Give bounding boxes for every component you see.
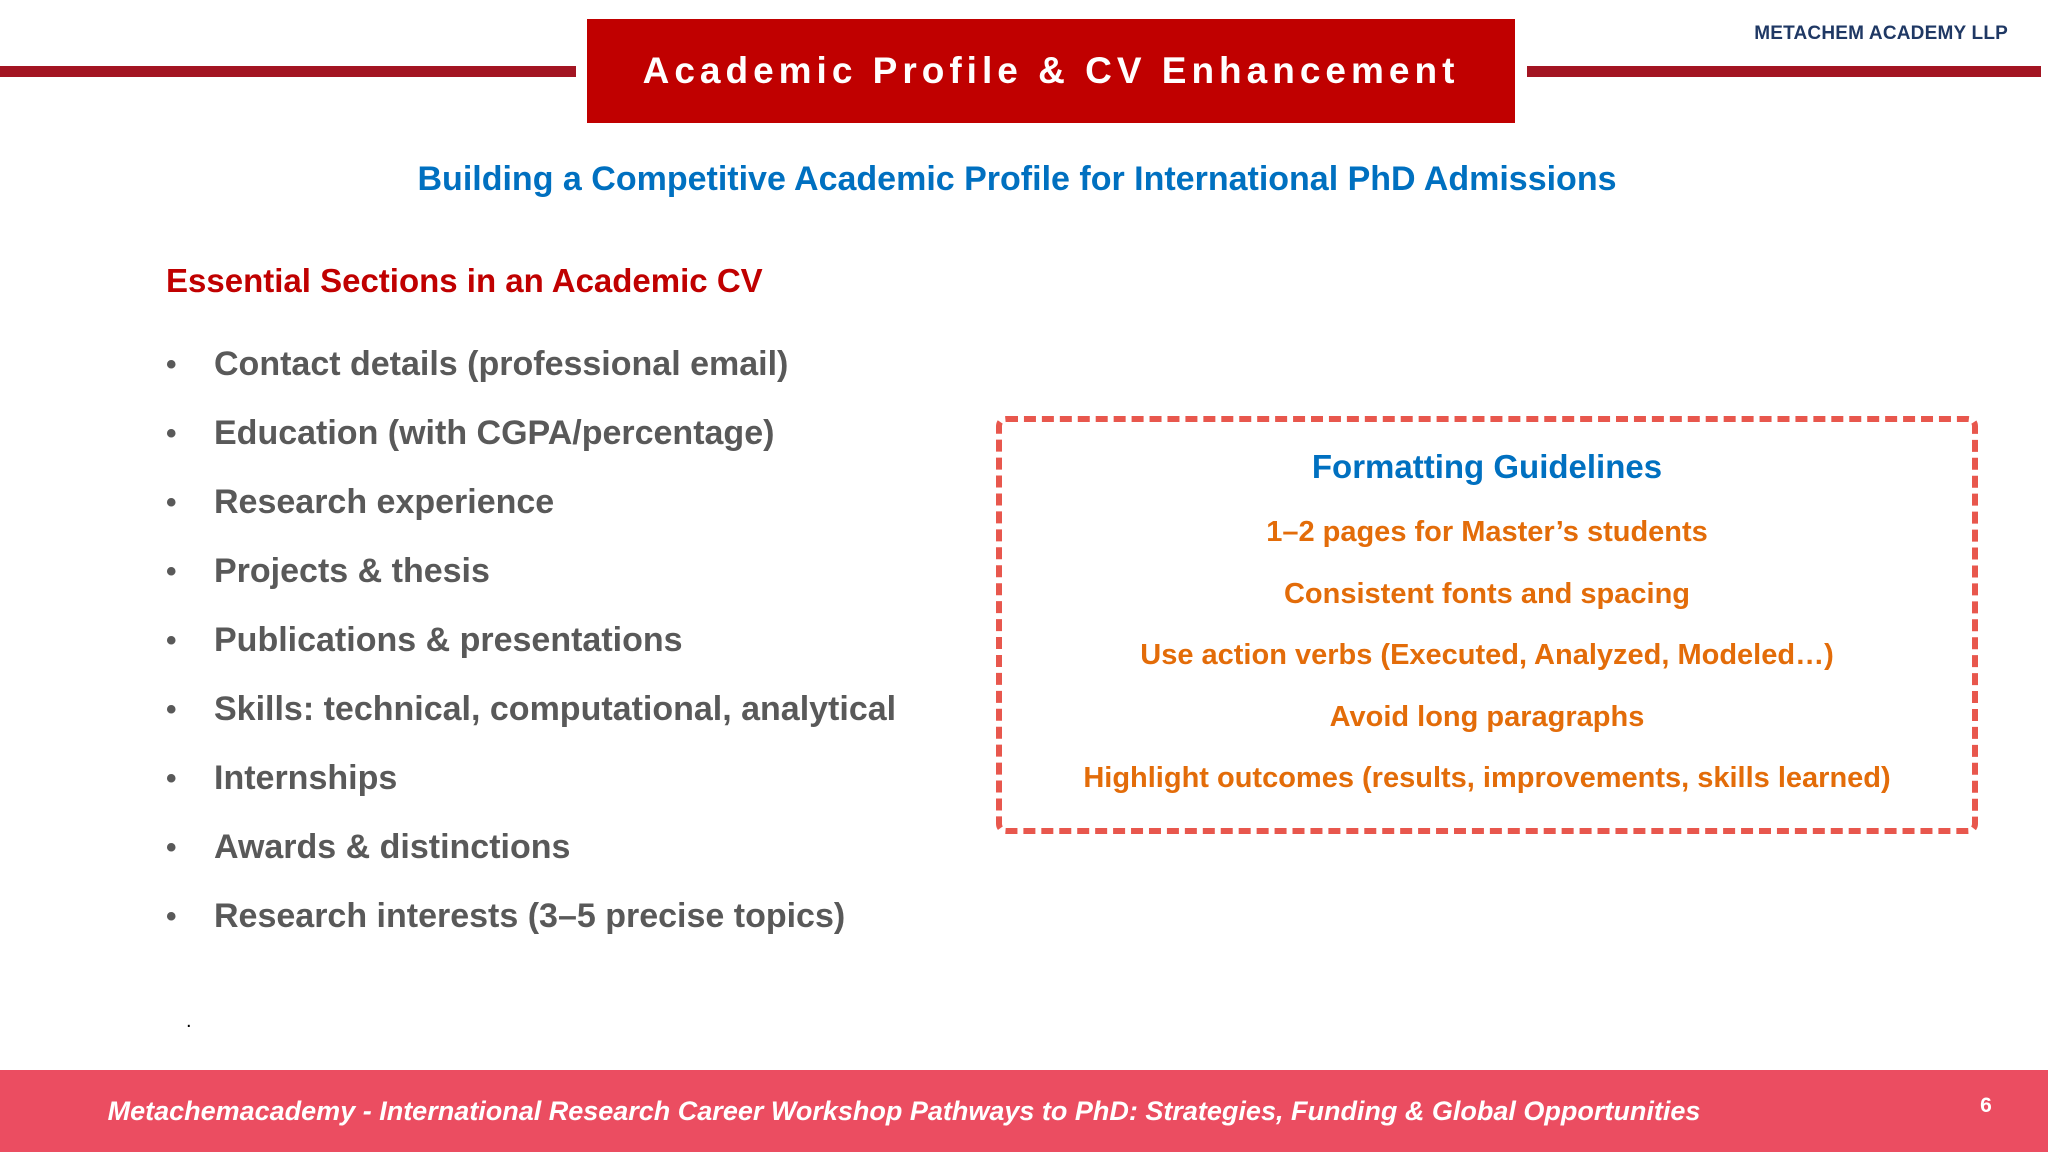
bullet-icon: •: [166, 761, 177, 795]
page-number: 6: [1980, 1094, 1992, 1117]
cv-sections-list: [166, 330, 896, 951]
guideline-item: 1–2 pages for Master’s students: [1266, 516, 1708, 548]
header-rule-right: [1527, 66, 2041, 77]
bullet-icon: •: [166, 899, 177, 933]
list-item-text: Research experience: [214, 483, 555, 521]
bullet-icon: •: [166, 692, 177, 726]
list-item: [166, 330, 896, 399]
list-item: [166, 606, 896, 675]
bullet-icon: •: [166, 830, 177, 864]
list-item: [166, 399, 896, 468]
bullet-icon: •: [166, 623, 177, 657]
stray-mark: .: [186, 1010, 192, 1032]
list-item: [166, 537, 896, 606]
guideline-item: Highlight outcomes (results, improvements, skills learned): [1083, 762, 1891, 794]
slide-subtitle: Building a Competitive Academic Profile for International PhD Admissions: [417, 160, 1617, 198]
slide-title: Academic Profile & CV Enhancement: [642, 50, 1460, 91]
header-rule-left: [0, 66, 576, 77]
list-item-text: Projects & thesis: [214, 552, 490, 590]
formatting-guidelines-box: [996, 416, 1978, 834]
bullet-icon: •: [166, 485, 177, 519]
brand-name: METACHEM ACADEMY LLP: [1754, 23, 2008, 44]
list-item: [166, 882, 896, 951]
bullet-icon: •: [166, 347, 177, 381]
formatting-guidelines-title: Formatting Guidelines: [1311, 448, 1663, 485]
title-banner: [587, 19, 1515, 123]
guideline-item: Use action verbs (Executed, Analyzed, Modeled…): [1140, 639, 1834, 671]
list-item-text: Publications & presentations: [214, 621, 683, 659]
list-item: [166, 744, 896, 813]
list-item: [166, 675, 896, 744]
list-item-text: Contact details (professional email): [214, 345, 789, 383]
list-item-text: Awards & distinctions: [214, 828, 571, 866]
footer-text: Metachemacademy - International Research Career Workshop Pathways to PhD: Strategies, Funding & Global Opportunities: [107, 1095, 1701, 1126]
bullet-icon: •: [166, 554, 177, 588]
cv-sections-heading: Essential Sections in an Academic CV: [166, 262, 763, 299]
footer-bar: [0, 1070, 2048, 1152]
list-item-text: Research interests (3–5 precise topics): [214, 897, 846, 935]
list-item-text: Education (with CGPA/percentage): [214, 414, 775, 452]
list-item-text: Internships: [214, 759, 398, 797]
list-item: [166, 813, 896, 882]
list-item-text: Skills: technical, computational, analytical: [214, 690, 897, 728]
guideline-item: Avoid long paragraphs: [1329, 700, 1645, 733]
list-item: [166, 468, 896, 537]
guideline-item: Consistent fonts and spacing: [1283, 577, 1691, 610]
bullet-icon: •: [166, 416, 177, 450]
formatting-guidelines-list: [1002, 514, 1972, 822]
